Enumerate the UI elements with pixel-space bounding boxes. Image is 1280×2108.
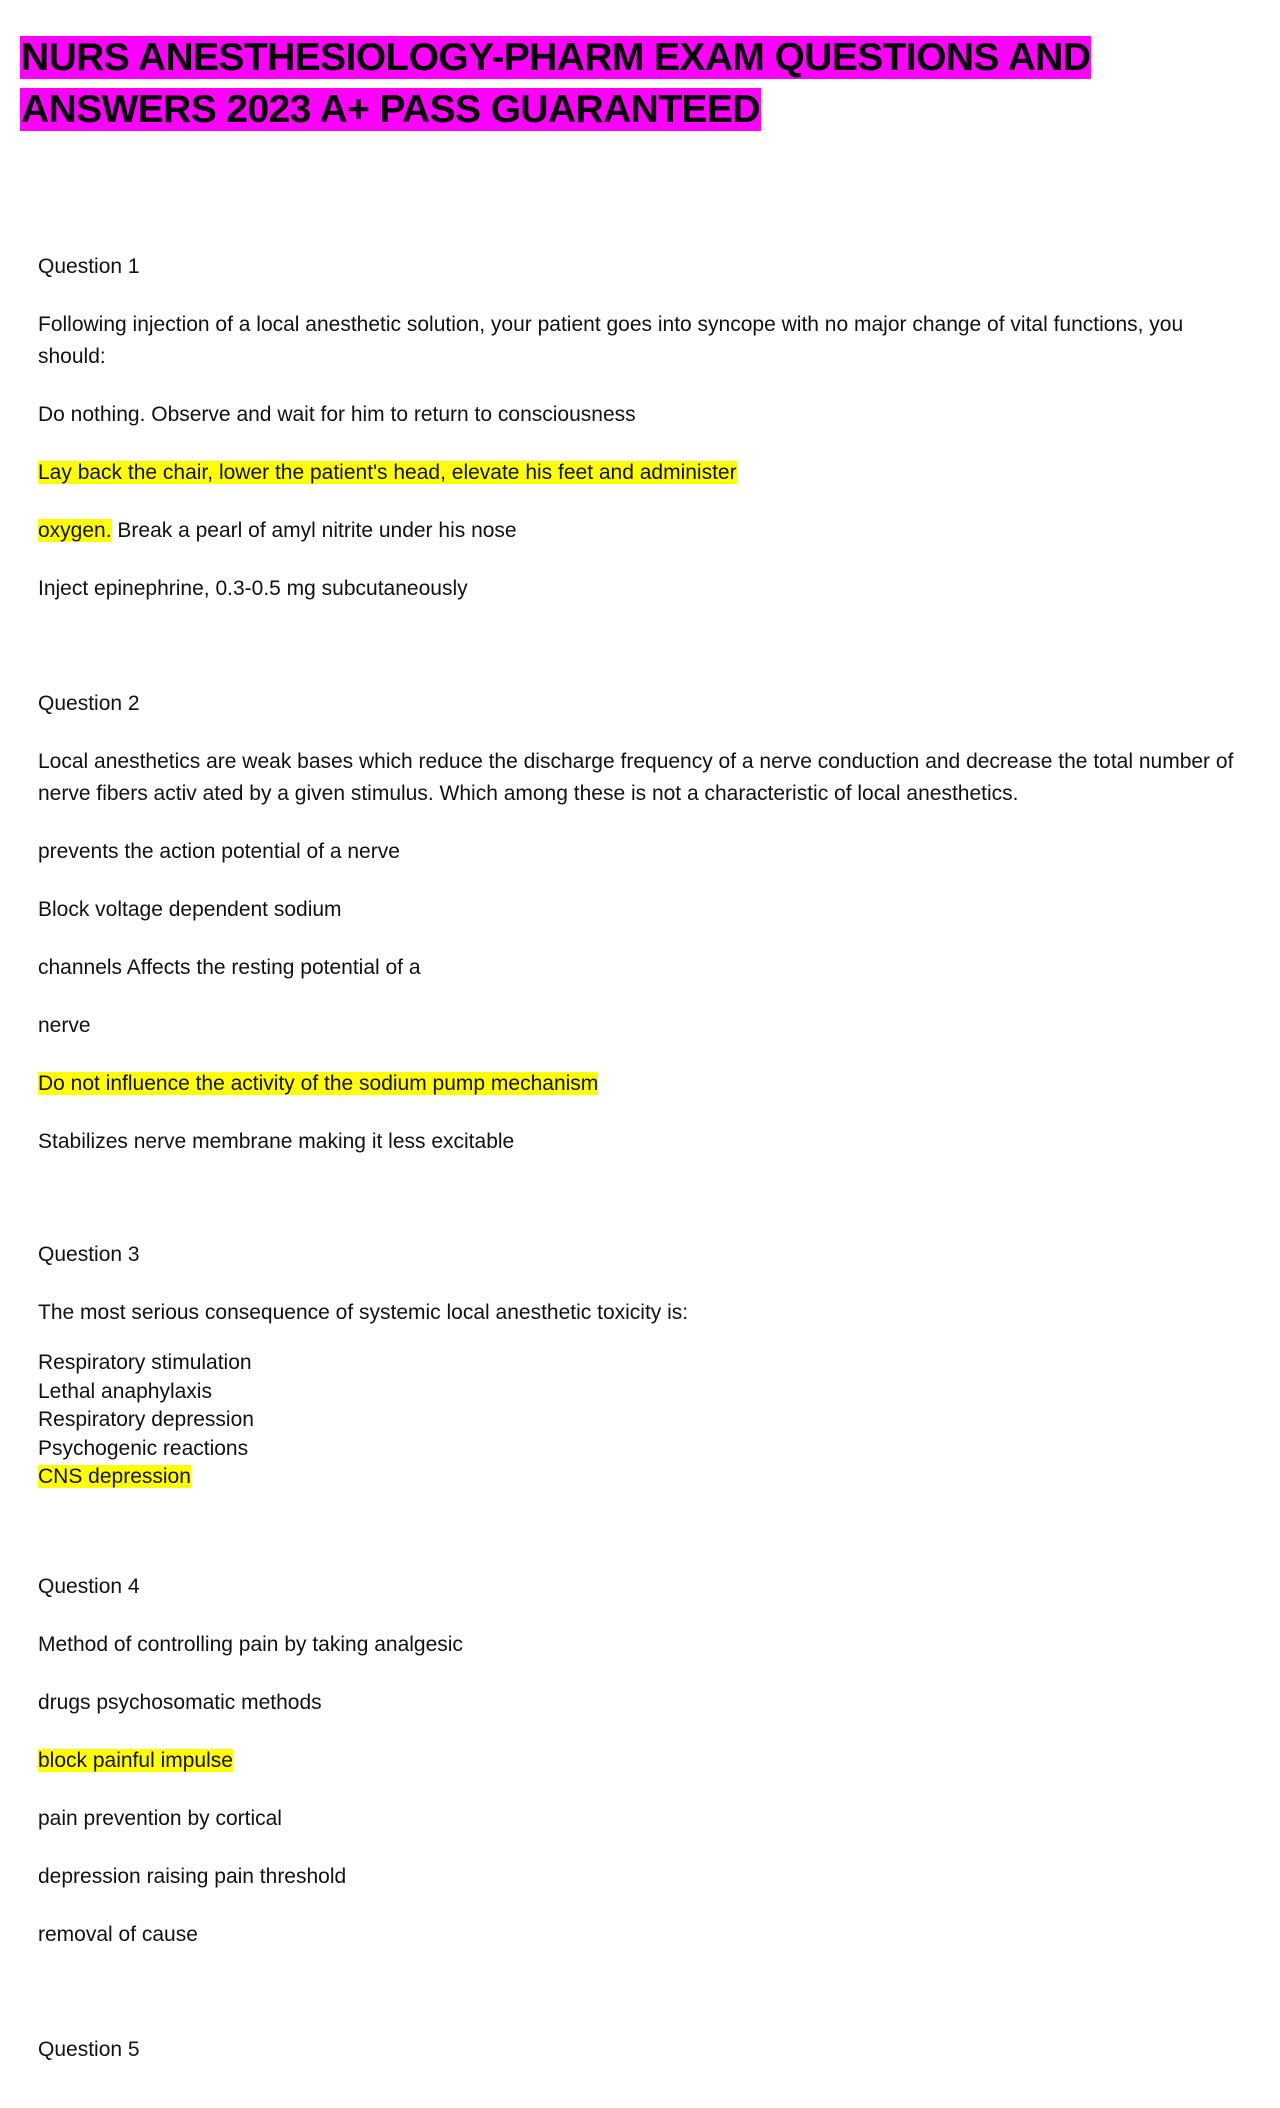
question-1-answer-highlight-part-2: oxygen. <box>38 519 112 542</box>
question-4-line-1: Method of controlling pain by taking analgesic <box>38 1633 463 1656</box>
question-2-line-5 <box>38 1068 598 1100</box>
question-4-line-4: pain prevention by cortical <box>38 1807 282 1830</box>
document-title-highlight: NURS ANESTHESIOLOGY-PHARM EXAM QUESTIONS AND ANSWERS 2023 A+ PASS GUARANTEED <box>21 36 1091 131</box>
question-2-line-4: nerve <box>38 1014 91 1037</box>
question-4-answer-highlight: block painful impulse <box>38 1749 233 1772</box>
question-2-line-3: channels Affects the resting potential of a <box>38 956 421 979</box>
question-5-heading: Question 5 <box>38 2038 140 2061</box>
question-2-line-2: Block voltage dependent sodium <box>38 898 342 921</box>
question-1-line-4: Inject epinephrine, 0.3-0.5 mg subcutaneously <box>38 577 468 600</box>
question-1-line-2 <box>38 457 737 489</box>
question-1-line-3 <box>38 515 517 547</box>
question-2-heading: Question 2 <box>38 692 140 715</box>
question-3-option-4: Psychogenic reactions <box>38 1436 249 1460</box>
question-4-heading: Question 4 <box>38 1575 140 1598</box>
question-4-line-5: depression raising pain threshold <box>38 1865 347 1888</box>
question-3-prompt: The most serious consequence of systemic local anesthetic toxicity is: <box>38 1301 689 1324</box>
question-2-line-1: prevents the action potential of a nerve <box>38 840 400 863</box>
question-2-line-6: Stabilizes nerve membrane making it less excitable <box>38 1130 515 1153</box>
question-2-answer-highlight: Do not influence the activity of the sodium pump mechanism <box>38 1072 599 1095</box>
question-1-line-1: Do nothing. Observe and wait for him to return to consciousness <box>38 403 636 426</box>
question-3-answer-highlight: CNS depression <box>38 1465 191 1488</box>
question-1-prompt: Following injection of a local anesthetic solution, your patient goes into syncope with no major change of vital functions, you should: <box>38 313 1184 368</box>
question-2-prompt: Local anesthetics are weak bases which reduce the discharge frequency of a nerve conduction and decrease the total number of nerve fibers activ ated by a given stimulus. Which among these is not a characteristic of local anesthetics. <box>38 750 1234 805</box>
document-title <box>20 32 1260 136</box>
question-3-heading: Question 3 <box>38 1243 140 1266</box>
question-1-line-3-rest: Break a pearl of amyl nitrite under his nose <box>111 519 517 542</box>
question-1-heading: Question 1 <box>38 255 140 278</box>
question-3-option-3: Respiratory depression <box>38 1408 254 1431</box>
question-4-line-3 <box>38 1745 233 1777</box>
question-4-line-2: drugs psychosomatic methods <box>38 1691 322 1714</box>
question-4-line-6: removal of cause <box>38 1923 198 1946</box>
question-1-answer-highlight-part-1: Lay back the chair, lower the patient's head, elevate his feet and administer <box>38 461 737 484</box>
question-3-answer <box>38 1463 191 1492</box>
question-3-option-2: Lethal anaphylaxis <box>38 1379 212 1403</box>
question-3-option-1: Respiratory stimulation <box>38 1351 252 1374</box>
